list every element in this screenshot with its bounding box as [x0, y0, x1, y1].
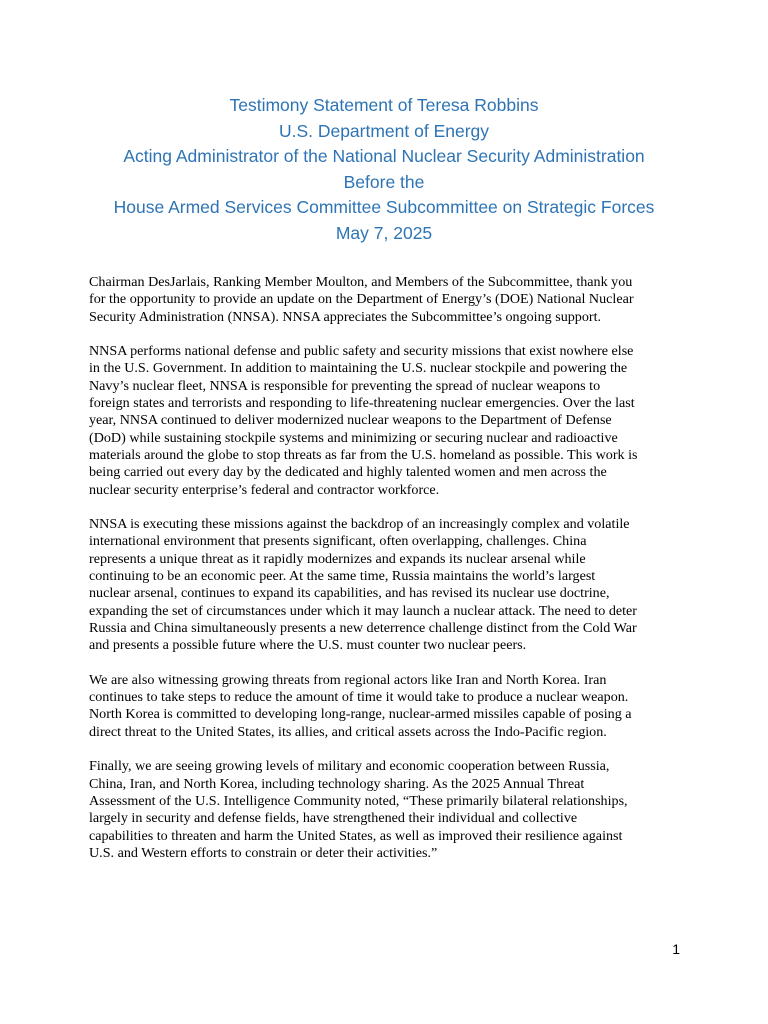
paragraph-line: continues to take steps to reduce the amount of time it would take to produce a nuclear weapon. — [89, 689, 629, 706]
document-body — [89, 274, 689, 879]
paragraph-line: being carried out every day by the dedicated and highly talented women and men across the — [89, 464, 607, 481]
paragraph-line: direct threat to the United States, its allies, and critical assets across the Indo-Pacific region. — [89, 723, 607, 740]
paragraph-line: U.S. and Western efforts to constrain or deter their activities.” — [89, 844, 438, 861]
paragraph-line: for the opportunity to provide an update on the Department of Energy’s (DOE) National Nuclear — [89, 291, 634, 308]
paragraph-line: foreign states and terrorists and responding to life-threatening nuclear emergencies. Over the last — [89, 395, 635, 412]
paragraph-line: Chairman DesJarlais, Ranking Member Moulton, and Members of the Subcommittee, thank you — [89, 274, 633, 290]
paragraph-regional-threats — [89, 672, 689, 741]
paragraph-introduction — [89, 274, 689, 326]
title-line-position: Acting Administrator of the National Nuclear Security Administration — [123, 146, 645, 167]
paragraph-line: Russia and China simultaneously presents a new deterrence challenge distinct from the Cold War — [89, 619, 637, 636]
document-title — [60, 93, 708, 247]
paragraph-line: (DoD) while sustaining stockpile systems and minimizing or securing nuclear and radioactive — [89, 429, 618, 446]
paragraph-line: materials around the globe to stop threats as far from the U.S. homeland as possible. This work is — [89, 446, 638, 463]
paragraph-line: nuclear arsenal, continues to expand its capabilities, and has revised its nuclear use doctrine, — [89, 585, 610, 602]
paragraph-line: NNSA is executing these missions against the backdrop of an increasingly complex and volatile — [89, 516, 630, 533]
title-line-date: May 7, 2025 — [335, 222, 433, 243]
paragraph-line: Assessment of the U.S. Intelligence Community noted, “These primarily bilateral relationships, — [89, 792, 628, 809]
paragraph-line: and presents a possible future where the U.S. must counter two nuclear peers. — [89, 637, 527, 654]
title-line-department: U.S. Department of Energy — [278, 120, 490, 141]
paragraph-line: capabilities to threaten and harm the United States, as well as improved their resilience against — [89, 827, 623, 844]
paragraph-line: North Korea is committed to developing long-range, nuclear-armed missiles capable of posing a — [89, 706, 632, 723]
page-number: 1 — [672, 941, 680, 957]
paragraph-line: international environment that presents significant, often overlapping, challenges. China — [89, 533, 587, 550]
paragraph-line: year, NNSA continued to deliver modernized nuclear weapons to the Department of Defense — [89, 412, 612, 429]
title-line-witness: Testimony Statement of Teresa Robbins — [229, 95, 539, 115]
paragraph-line: expanding the set of circumstances under which it may launch a nuclear attack. The need to deter — [89, 602, 638, 619]
paragraph-line: nuclear security enterprise’s federal and contractor workforce. — [89, 481, 440, 498]
paragraph-environment — [89, 516, 689, 654]
paragraph-line: Finally, we are seeing growing levels of military and economic cooperation between Russia, — [89, 758, 610, 775]
title-line-committee: House Armed Services Committee Subcommittee on Strategic Forces — [113, 197, 655, 218]
paragraph-cooperation — [89, 758, 689, 862]
paragraph-line: NNSA performs national defense and public safety and security missions that exist nowhere else — [89, 343, 634, 360]
paragraph-line: China, Iran, and North Korea, including technology sharing. As the 2025 Annual Threat — [89, 775, 585, 792]
paragraph-line: Security Administration (NNSA). NNSA appreciates the Subcommittee’s ongoing support. — [89, 308, 602, 325]
paragraph-line: continuing to be an economic peer. At the same time, Russia maintains the world’s largest — [89, 568, 596, 585]
title-line-before: Before the — [343, 171, 425, 192]
paragraph-line: represents a unique threat as it rapidly modernizes and expands its nuclear arsenal while — [89, 550, 586, 567]
paragraph-missions — [89, 343, 689, 499]
paragraph-line: We are also witnessing growing threats from regional actors like Iran and North Korea. Iran — [89, 671, 607, 688]
paragraph-line: in the U.S. Government. In addition to maintaining the U.S. nuclear stockpile and powering the — [89, 360, 628, 377]
paragraph-line: Navy’s nuclear fleet, NNSA is responsible for preventing the spread of nuclear weapons to — [89, 377, 601, 394]
paragraph-line: largely in security and defense fields, have strengthened their individual and collective — [89, 810, 578, 827]
